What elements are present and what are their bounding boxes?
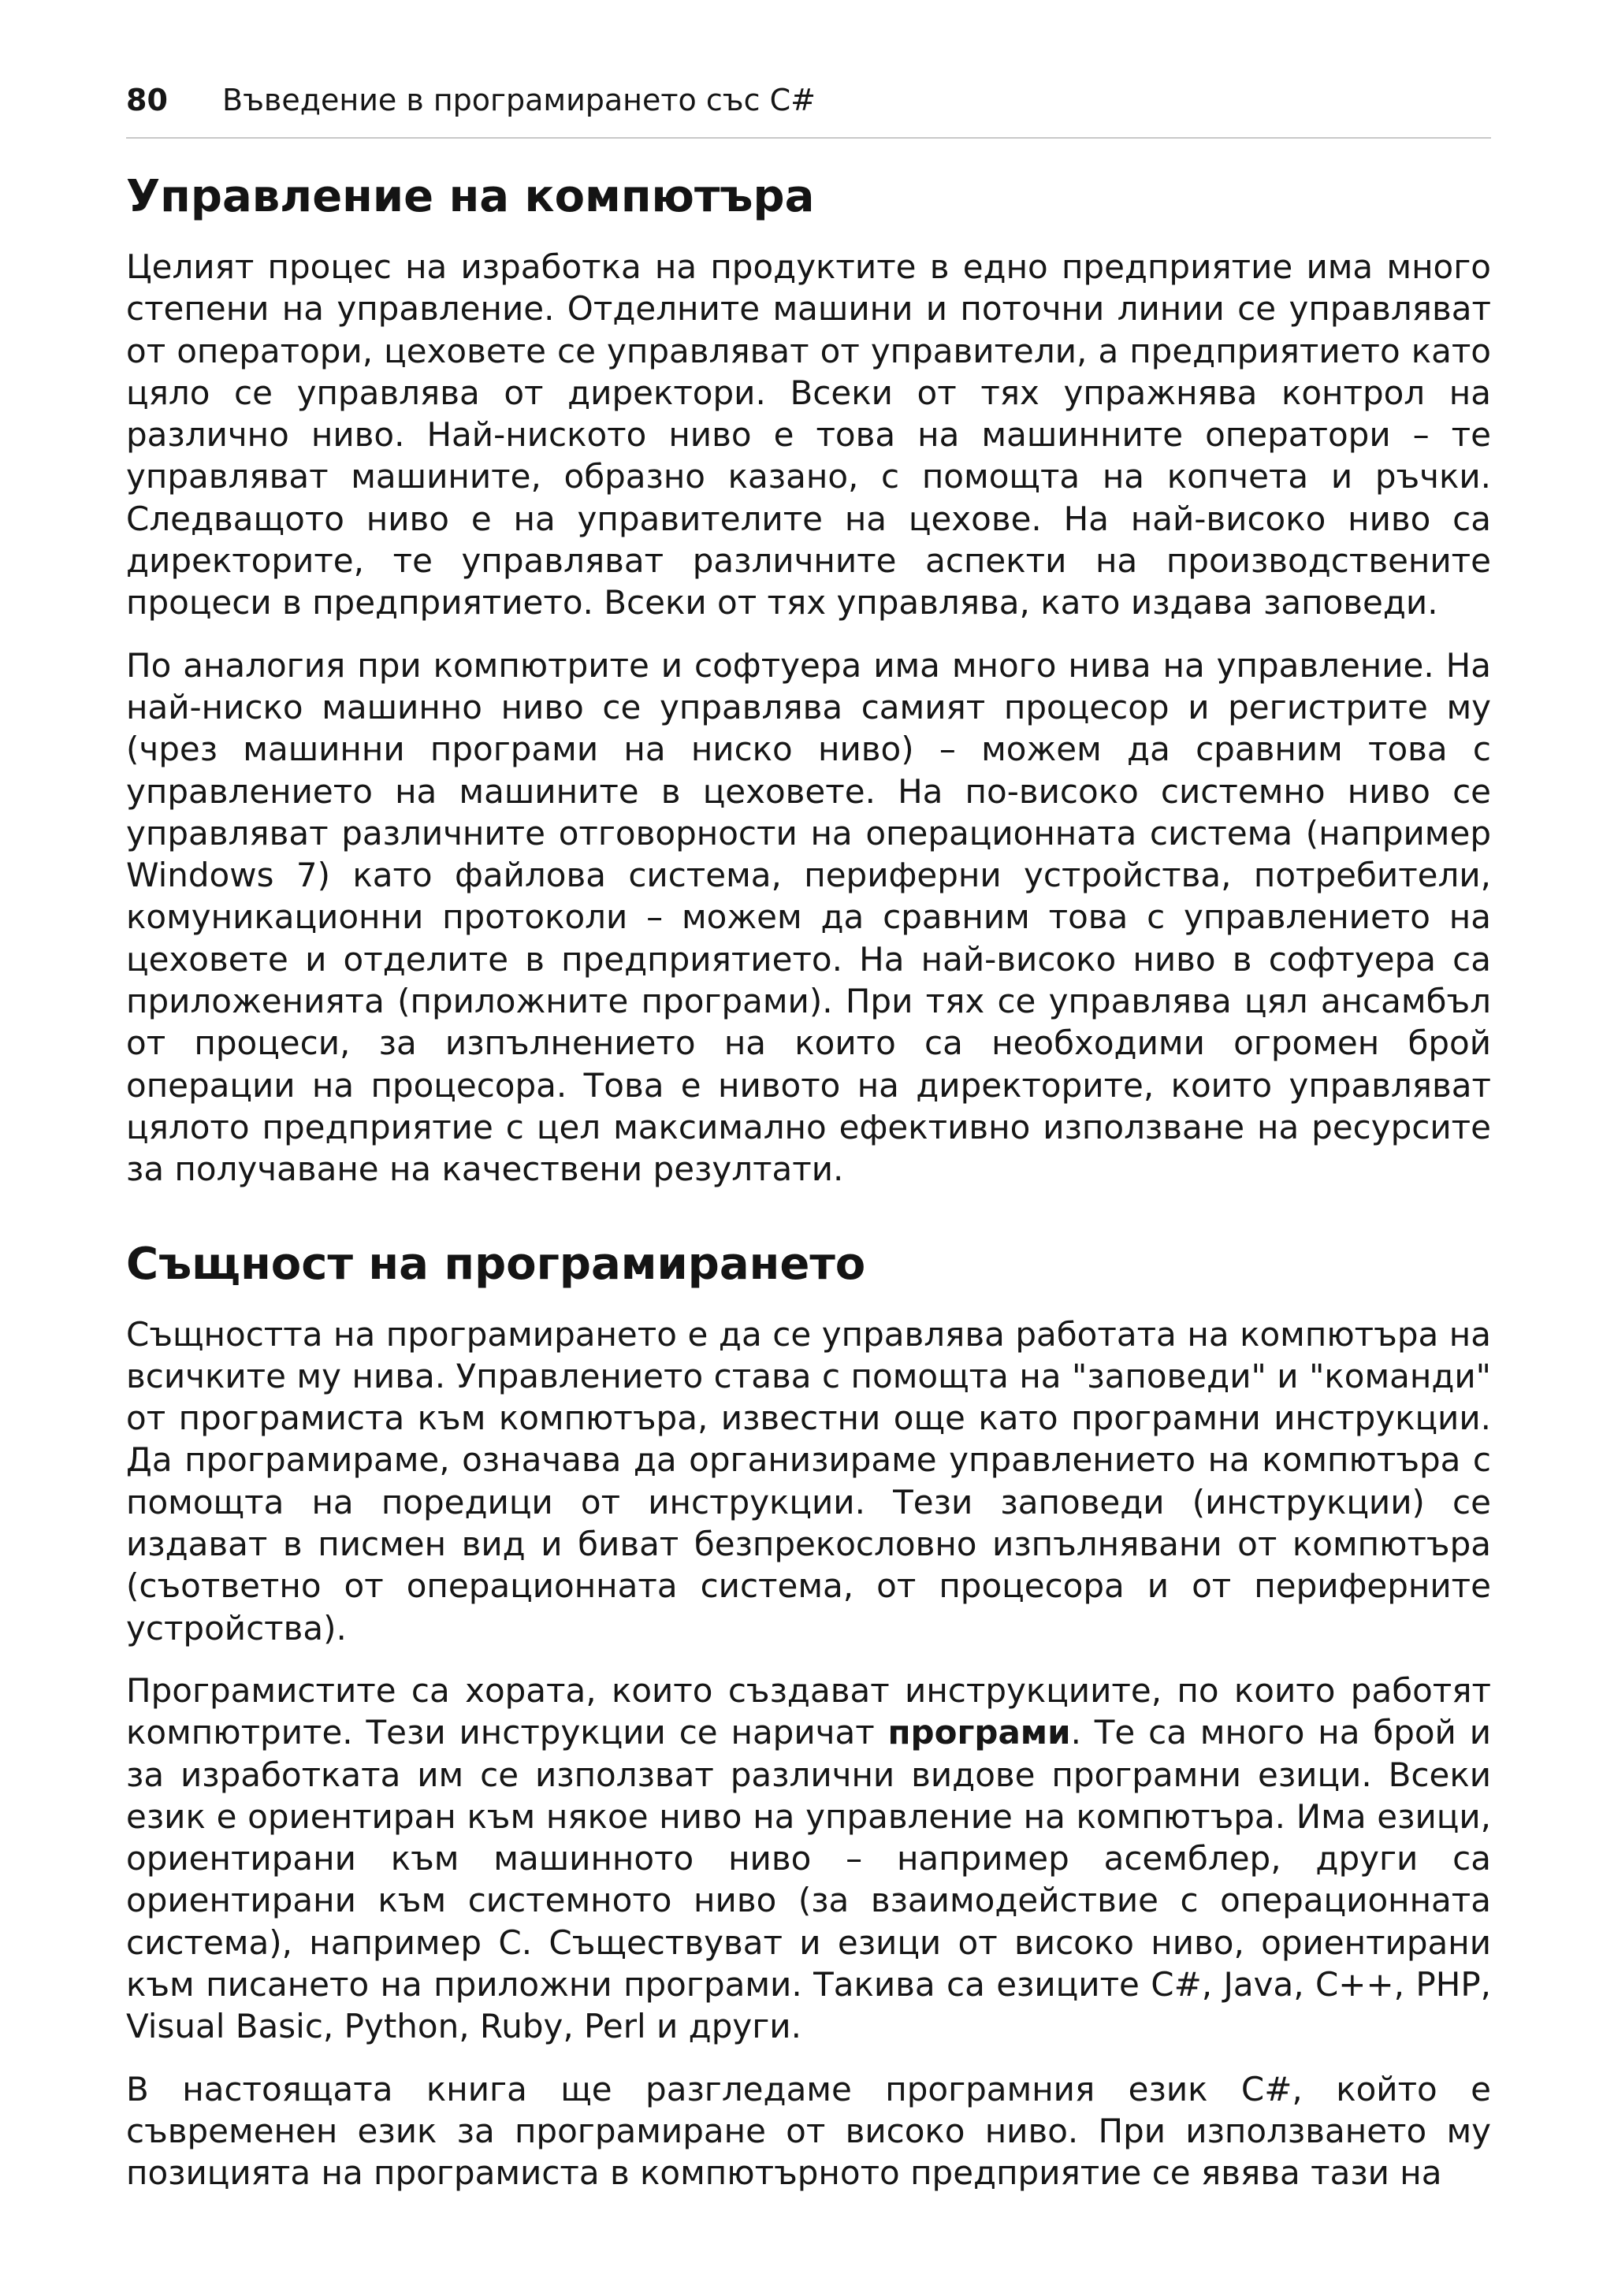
page-content (126, 169, 1491, 2214)
paragraph-programming-definition: Същността на програмирането е да се управлява работата на компютъра на всичките му нива. Управлението става с помощта на "заповеди" и "команди" от програмиста към компютъра, известни още като програмни инструкции. Да програмираме, означава да организираме управлението на компютъра с помощта на поредици от инструкции. Тези заповеди (инструкции) се издават в писмен вид и биват безпрекословно изпълнявани от компютъра (съответно от операционната система, от процесора и от периферните устройства). (126, 1314, 1491, 1648)
paragraph-programmers (126, 1670, 1491, 2048)
section-heading-computer-control: Управление на компютъра (126, 171, 815, 222)
section-heading-programming-essence: Същност на програмирането (126, 1238, 866, 1290)
page-number: 80 (126, 83, 168, 117)
paragraph-csharp-intro: В настоящата книга ще разгледаме програмния език C#, който е съвременен език за програмиране от високо ниво. При използването му позицията на програмиста в компютърното предприятие се явява тази на (126, 2069, 1491, 2193)
paragraph-software-levels: По аналогия при компютрите и софтуера има много нива на управление. На най-ниско машинно ниво се управлява самият процесор и регистрите му (чрез машинни програми на ниско ниво) – можем да сравним това с управлението на машините в цеховете. На по-високо системно ниво се управляват различните отговорности на операционната система (например Windows 7) като файлова система, периферни устройства, потребители, комуникационни протоколи – можем да сравним това с управлението на цеховете и отделите в предприятието. На най-високо ниво в софтуера са приложенията (приложните програми). При тях се управлява цял ансамбъл от процеси, за изпълнението на които са необходими огромен брой операции на процесора. Това е нивото на директорите, които управляват цялото предприятие с цел максимално ефективно използване на ресурсите за получаване на качествени резултати. (126, 645, 1491, 1189)
programmers-text-end: . Те са много на брой и за изработката им се използват различни видове програмни езици. Всеки език е ориентиран към някое ниво на управление на компютъра. Има езици, ориентирани към машинното ниво – например асемблер, други са ориентирани към системното ниво (за взаимодействие с операционната система), например C. Съществуват и езици от високо ниво, ориентирани към писането на приложни програми. Такива са езиците C#, Java, C++, PHP, Visual Basic, Python, Ruby, Perl и други. (126, 1713, 1491, 2046)
running-header (126, 82, 1491, 139)
programmers-text-start: Програмистите са хората, които създават инструкциите, по които работят компютрите. Тези инструкции се наричат (126, 1670, 1491, 1752)
book-title: Въведение в програмирането със C# (222, 83, 816, 117)
programs-term: програми (887, 1713, 1071, 1752)
paragraph-enterprise-control: Целият процес на изработка на продуктите в едно предприятие има много степени на управление. Отделните машини и поточни линии се управляват от оператори, цеховете се управляват от управители, а предприятието като цяло се управлява от директори. Всеки от тях упражнява контрол на различно ниво. Най-ниското ниво е това на машинните оператори – те управляват машините, образно казано, с помощта на копчета и ръчки. Следващото ниво е на управителите на цехове. На най-високо ниво са директорите, те управляват различните аспекти на производствените процеси в предприятието. Всеки от тях управлява, като издава заповеди. (126, 247, 1491, 622)
